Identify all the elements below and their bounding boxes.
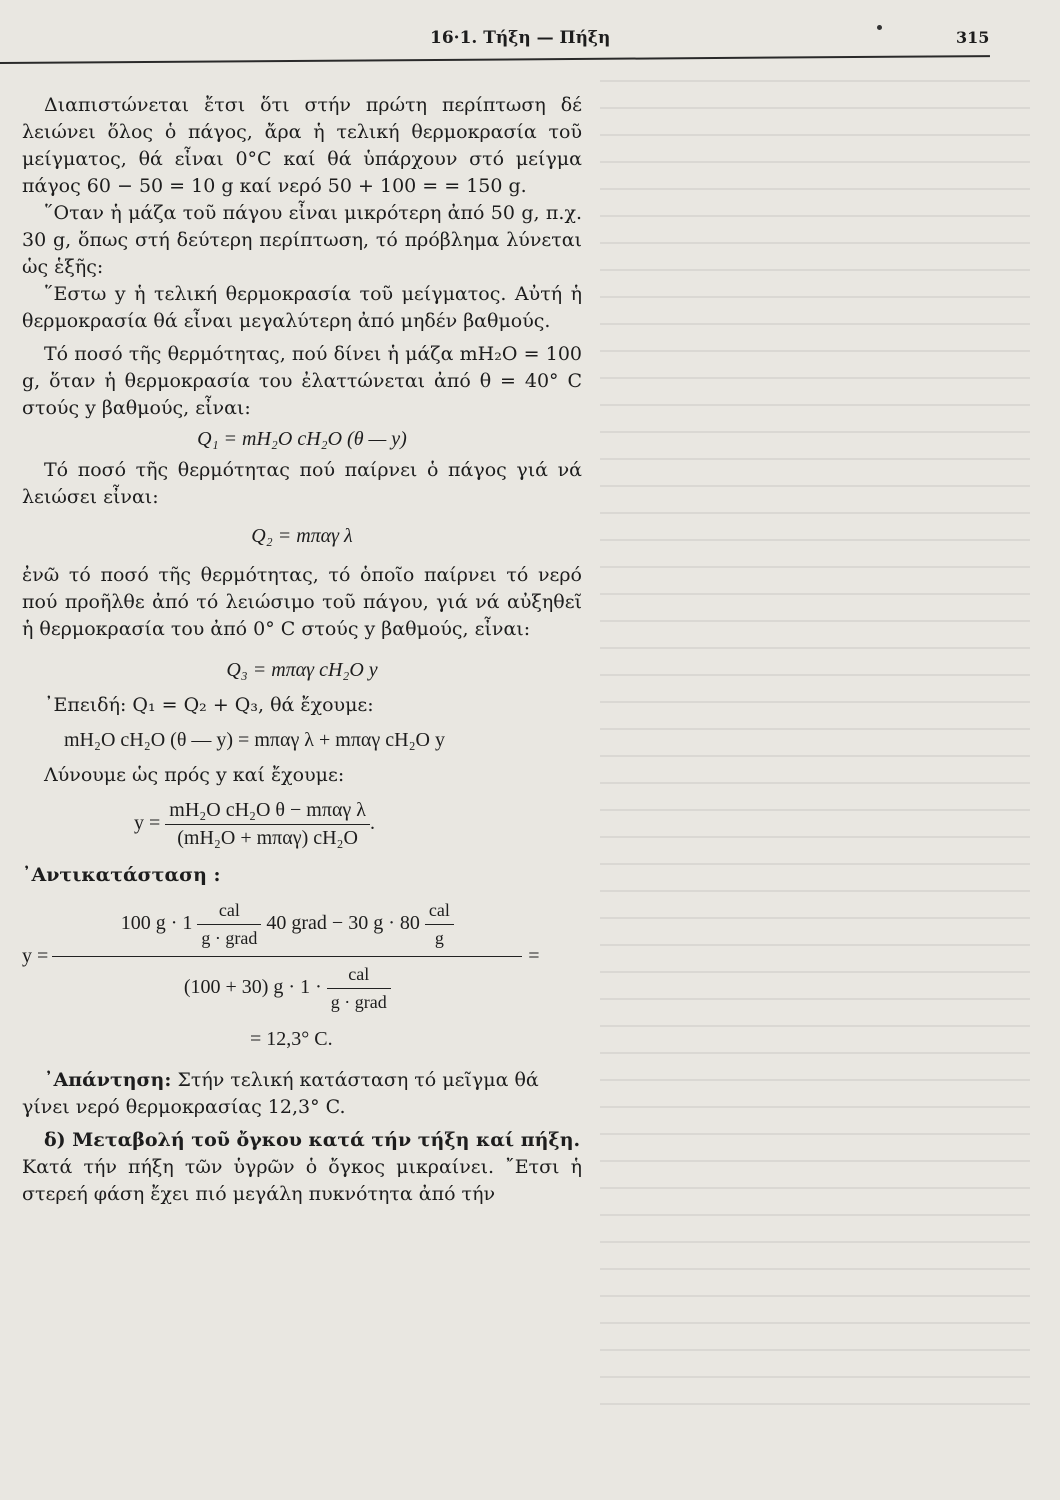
big-numerator bbox=[52, 897, 522, 957]
header-rule bbox=[0, 55, 990, 64]
paragraph: Τό ποσό τῆς θερμότητας πού παίρνει ὁ πάγος γιά νά λειώσει εἶναι: bbox=[22, 459, 582, 508]
paragraph: ᾿Επειδή: Q₁ = Q₂ + Q₃, θά ἔχουμε: bbox=[44, 694, 374, 716]
value-text: 40 grad − 30 g · 80 bbox=[266, 912, 420, 935]
unit-den: g · grad bbox=[201, 928, 258, 948]
equation-balance: mH₂O cH₂O (θ — y) = mπαγ λ + mπαγ cH₂O y bbox=[64, 729, 445, 751]
section-d-heading: δ) Μεταβολή τοῦ ὄγκου κατά τήν τήξη καί πήξη. bbox=[44, 1129, 581, 1151]
answer-text: Στήν τελική κατάσταση τό μεῖγμα θά γίνει νερό θερμοκρασίας 12,3° C. bbox=[22, 1069, 539, 1118]
bleed-through-text bbox=[600, 80, 1030, 1420]
unit-fraction bbox=[197, 897, 261, 952]
unit-num: cal bbox=[197, 897, 261, 925]
big-fraction bbox=[52, 897, 522, 1016]
running-header bbox=[0, 0, 1060, 70]
equation-q3: Q₃ = mπαγ cH₂O y bbox=[226, 659, 378, 681]
eq-lhs: y = bbox=[134, 812, 161, 835]
answer-label: ᾿Απάντηση: bbox=[44, 1069, 172, 1091]
paragraph: Τό ποσό τῆς θερμότητας, πού δίνει ἡ μάζα mH₂O = 100 g, ὅταν ἡ θερμοκρασία του ἐλαττώνεται ἀπό θ = 40° C στούς y βαθμούς, εἶναι: bbox=[22, 343, 582, 419]
unit-den: g bbox=[434, 928, 444, 948]
fraction-denominator: (mH₂O + mπαγ) cH₂O bbox=[177, 827, 358, 849]
paragraph: Κατά τήν πήξη τῶν ὑγρῶν ὁ ὄγκος μικραίνει. ῎Ετσι ἡ στερεή φάση ἔχει πιό μεγάλη πυκνότητα ἀπό τήν bbox=[22, 1156, 582, 1205]
equation-solution: y = $\frac{\text{mH₂O cH₂O θ − mπαγ λ}}{\text{(mH₂O + mπαγ) cH₂O}}$ . bbox=[134, 797, 582, 852]
equation-q2: Q₂ = mπαγ λ bbox=[251, 525, 353, 547]
paragraph: ῞Οταν ἡ μάζα τοῦ πάγου εἶναι μικρότερη ἀπό 50 g, π.χ. 30 g, ὅπως στή δεύτερη περίπτωση, τό πρόβλημα λύνεται ὡς ἑξῆς: bbox=[22, 202, 582, 278]
value-text: 100 g · 1 bbox=[120, 912, 193, 935]
unit-num: cal bbox=[327, 961, 391, 989]
unit-fraction bbox=[425, 897, 454, 952]
paragraph: ῞Εστω y ἡ τελική θερμοκρασία τοῦ μείγματος. Αὐτή ἡ θερμοκρασία θά εἶναι μεγαλύτερη ἀπό μηδέν βαθμούς. bbox=[22, 283, 582, 332]
fraction bbox=[165, 797, 370, 852]
eq-lhs: y = bbox=[22, 945, 49, 967]
equation-q1: Q₁ = mH₂O cH₂O (θ — y) bbox=[197, 428, 407, 450]
substitution-equation bbox=[22, 897, 582, 1016]
result: = 12,3° C. bbox=[250, 1028, 333, 1050]
unit-num: cal bbox=[425, 897, 454, 925]
paragraph: Λύνουμε ὡς πρός y καί ἔχουμε: bbox=[44, 764, 345, 786]
value-text: (100 + 30) g · 1 · bbox=[183, 976, 322, 999]
dot-mark bbox=[877, 25, 882, 30]
section-title: 16·1. Τήξη — Πήξη bbox=[430, 28, 611, 48]
paragraph: Διαπιστώνεται ἔτσι ὅτι στήν πρώτη περίπτωση δέ λειώνει ὅλος ὁ πάγος, ἄρα ἡ τελική θερμοκρασία τοῦ μείγματος, θά εἶναι 0°C καί θά ὑπάρχουν στό μείγμα πάγος 60 − 50 = 10 g καί νερό 50 + 100 = = 150 g. bbox=[22, 94, 582, 197]
paragraph: ἐνῶ τό ποσό τῆς θερμότητας, τό ὁποῖο παίρνει τό νερό πού προῆλθε ἀπό τό λειώσιμο τοῦ πάγου, γιά νά αὐξηθεῖ ἡ θερμοκρασία του ἀπό 0° C στούς y βαθμούς, εἶναι: bbox=[22, 564, 582, 640]
unit-den: g · grad bbox=[330, 992, 387, 1012]
substitution-heading: ᾿Αντικατάσταση : bbox=[22, 864, 221, 886]
page-number: 315 bbox=[956, 28, 990, 47]
main-column bbox=[22, 92, 582, 1208]
answer-paragraph bbox=[22, 1067, 582, 1121]
unit-fraction bbox=[327, 961, 391, 1016]
fraction-numerator: mH₂O cH₂O θ − mπαγ λ bbox=[165, 797, 370, 825]
big-denominator bbox=[52, 957, 522, 1016]
equals-sign: = bbox=[528, 945, 540, 967]
